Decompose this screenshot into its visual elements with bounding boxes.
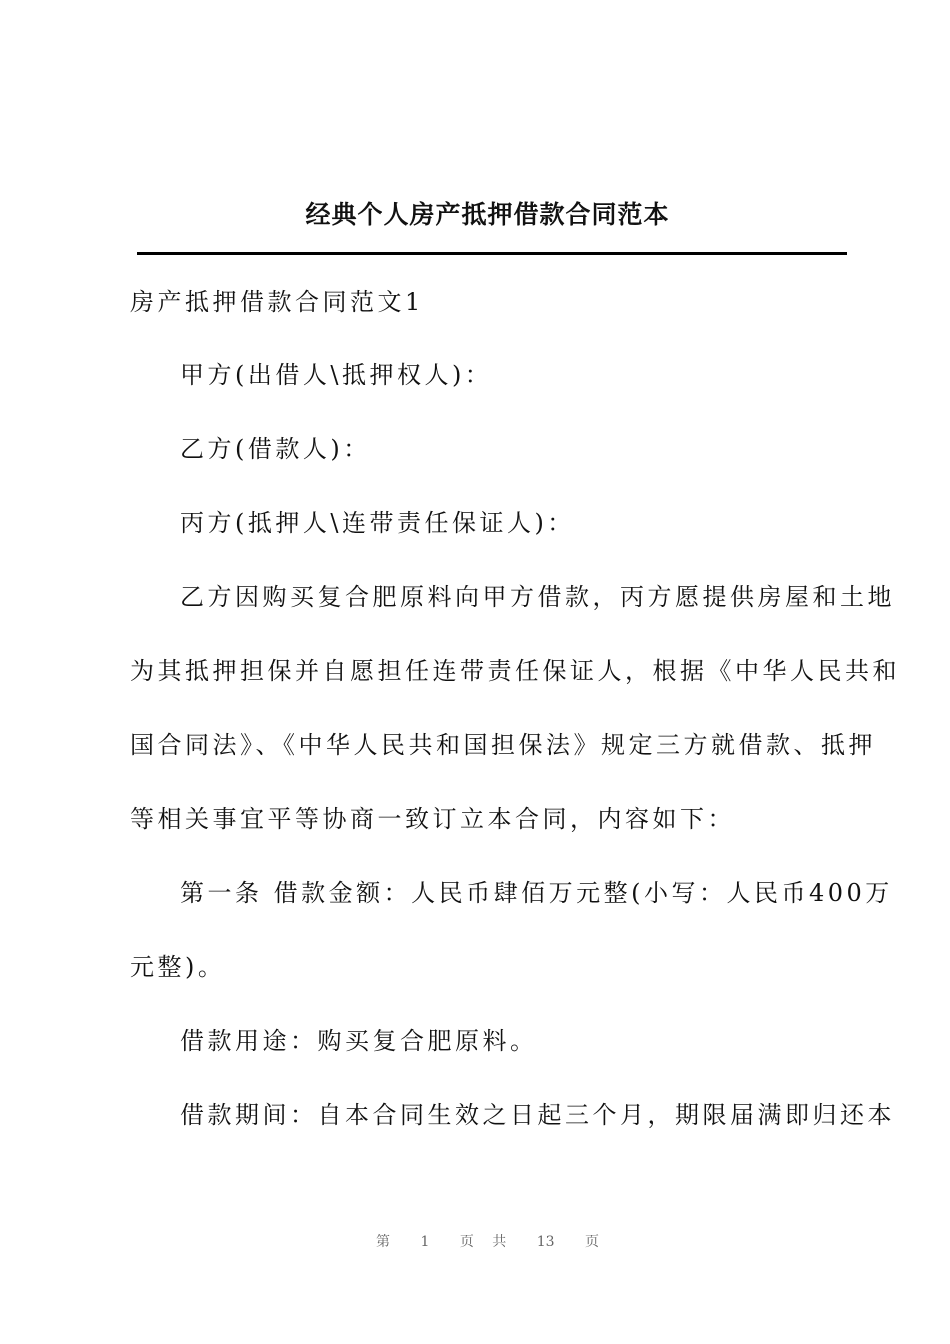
body-line: 为其抵押担保并自愿担任连带责任保证人，根据《中华人民共和 bbox=[130, 657, 900, 685]
body-line: 乙方因购买复合肥原料向甲方借款，丙方愿提供房屋和土地 bbox=[180, 583, 895, 611]
title-rule bbox=[137, 252, 847, 255]
body-line: 等相关事宜平等协商一致订立本合同，内容如下： bbox=[130, 805, 735, 833]
party-c-line: 丙方(抵押人\连带责任保证人)： bbox=[180, 509, 575, 537]
loan-period-line: 借款期间：自本合同生效之日起三个月，期限届满即归还本 bbox=[180, 1101, 895, 1129]
article-1-line: 第一条 借款金额：人民币肆佰万元整(小写：人民币400万 bbox=[180, 879, 893, 907]
footer-of-label: 页 共 bbox=[459, 1234, 507, 1250]
footer-total-pages: 13 bbox=[536, 1234, 555, 1250]
document-title: 经典个人房产抵押借款合同范本 bbox=[305, 200, 670, 229]
party-a-line: 甲方(出借人\抵押权人)： bbox=[180, 361, 493, 389]
body-line: 国合同法》、《中华人民共和国担保法》规定三方就借款、抵押 bbox=[130, 731, 876, 759]
party-b-line: 乙方(借款人)： bbox=[180, 435, 371, 463]
footer-page-label: 第 bbox=[375, 1234, 390, 1250]
footer-pages-label: 页 bbox=[585, 1234, 599, 1250]
footer-page-number: 1 bbox=[420, 1234, 430, 1250]
article-1-line-cont: 元整)。 bbox=[130, 953, 226, 981]
section-heading: 房产抵押借款合同范文1 bbox=[130, 288, 424, 316]
page-footer bbox=[0, 1231, 950, 1251]
loan-purpose-line: 借款用途：购买复合肥原料。 bbox=[180, 1027, 538, 1055]
